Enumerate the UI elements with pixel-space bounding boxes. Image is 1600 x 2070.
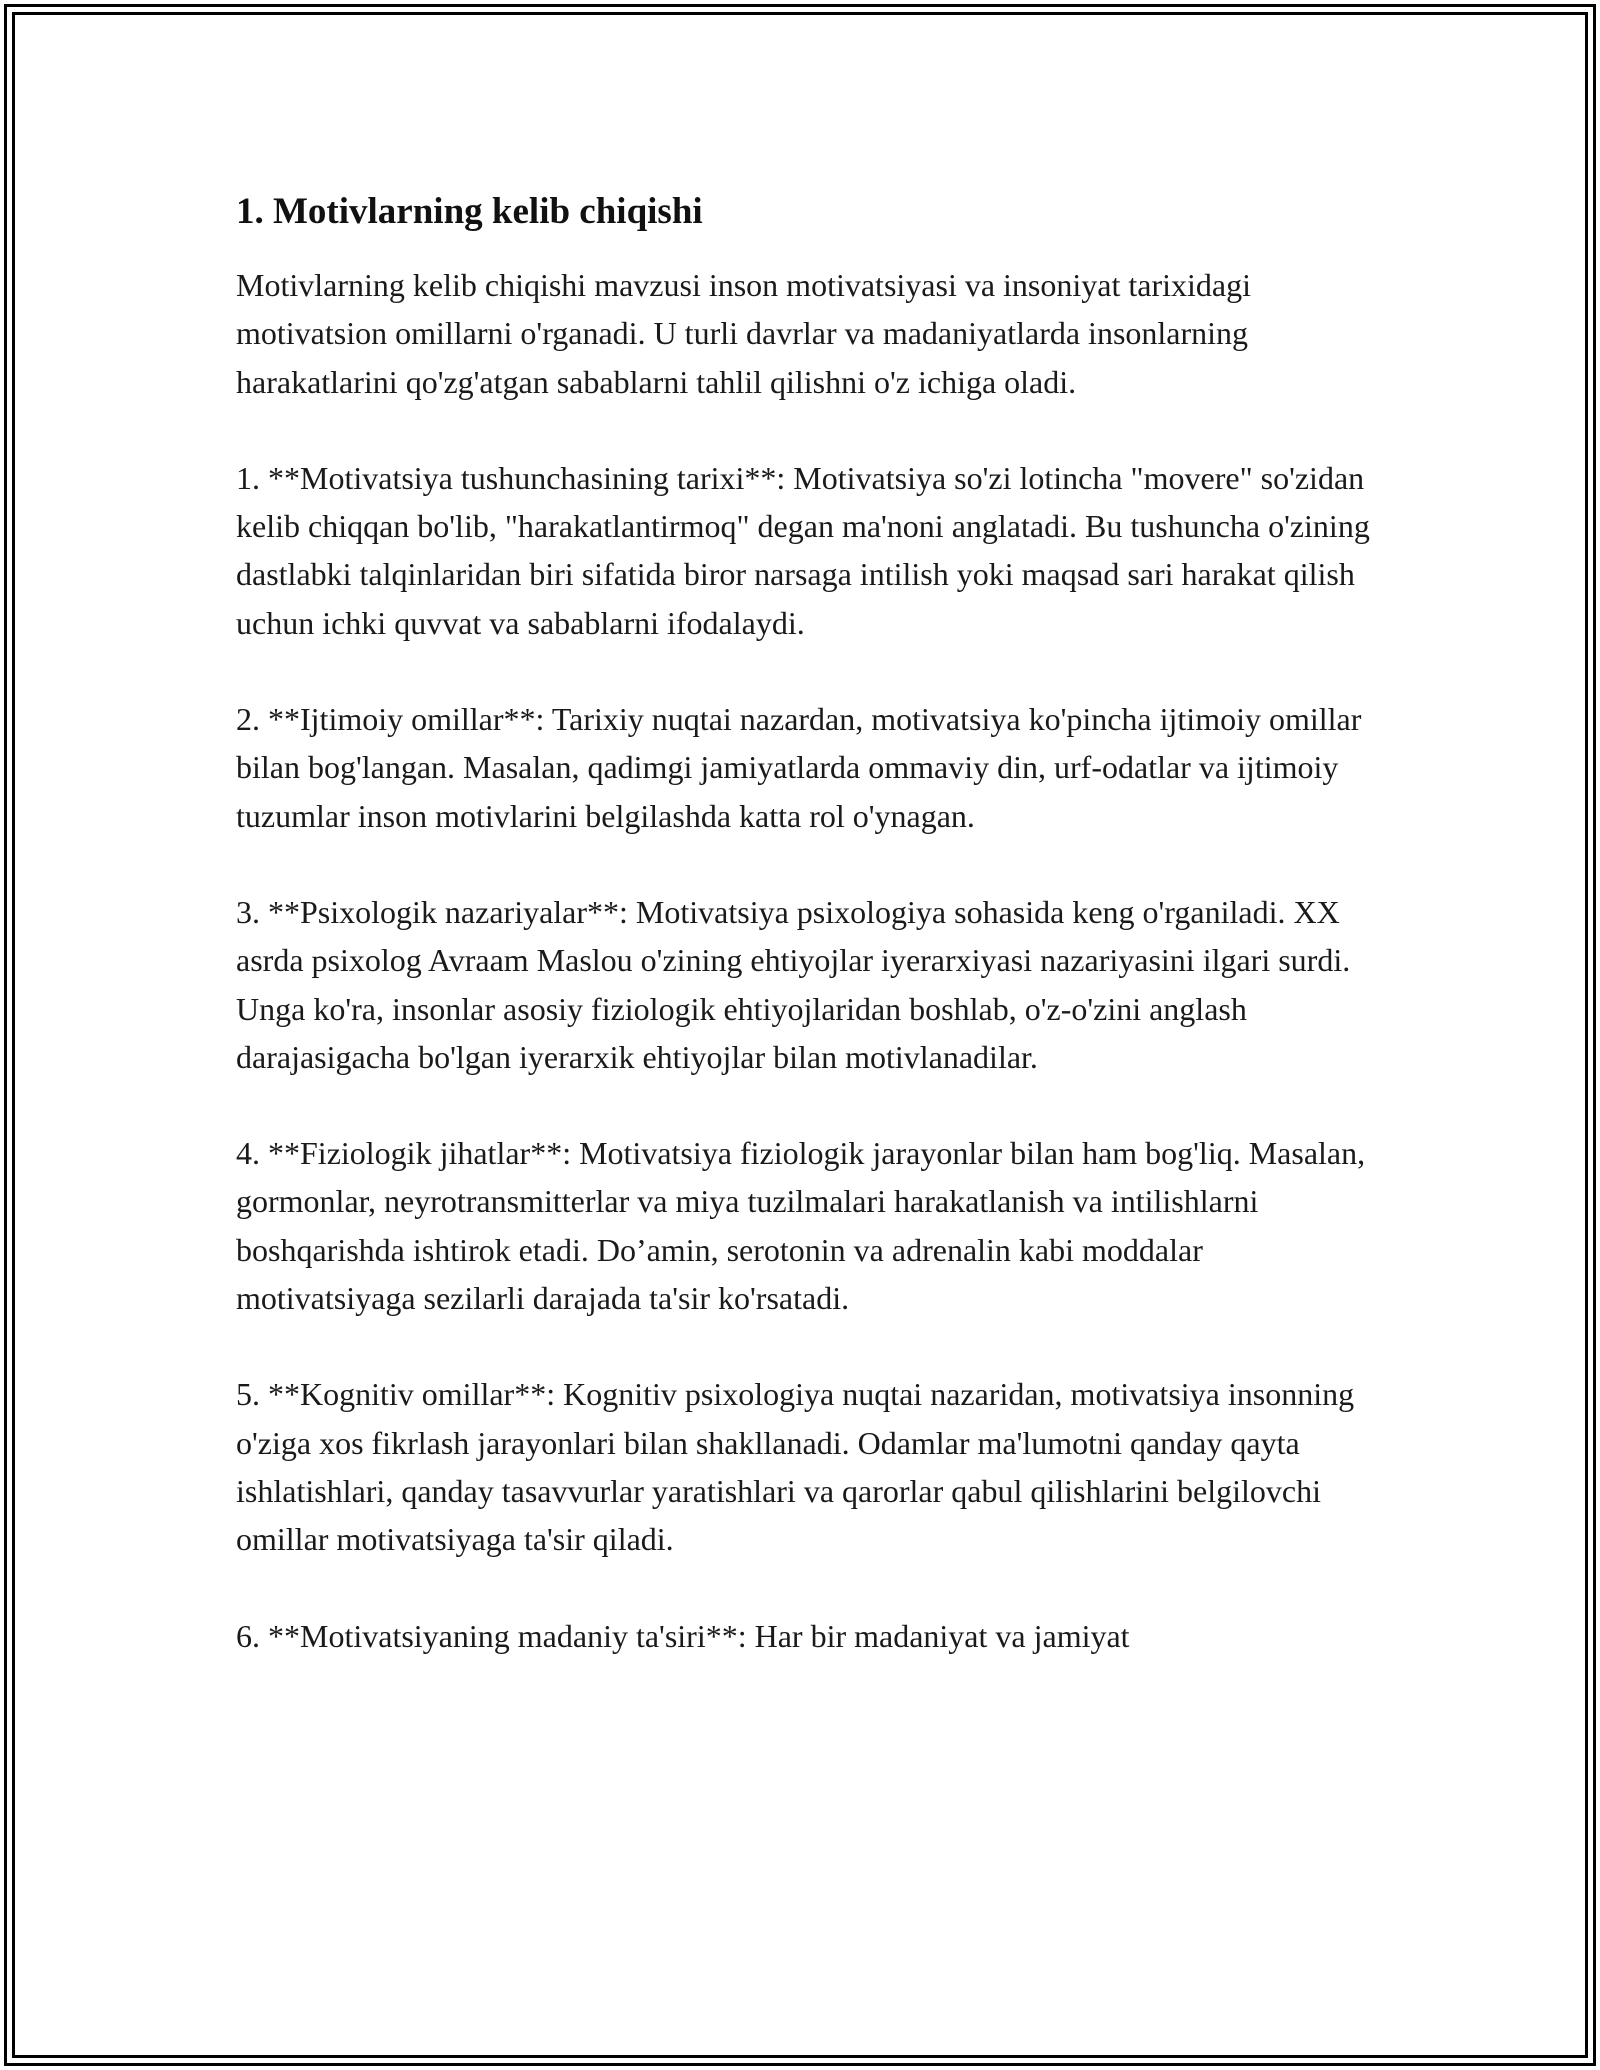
point-5-paragraph: 5. **Kognitiv omillar**: Kognitiv psixologiya nuqtai nazaridan, motivatsiya insonning o'ziga xos fikrlash jarayonlari bilan shakllanadi. Odamlar ma'lumotni qanday qayta ishlatishlari, qanday tasavvurlar yaratishlari va qarorlar qabul qilishlarini belgilovchi omillar motivatsiyaga ta'sir qiladi. <box>236 1376 1355 1558</box>
point-6-paragraph: 6. **Motivatsiyaning madaniy ta'siri**: Har bir madaniyat va jamiyat <box>236 1617 1130 1654</box>
document-body <box>236 188 1381 1708</box>
intro-paragraph: Motivlarning kelib chiqishi mavzusi inson motivatsiyasi va insoniyat tarixidagi motivatsion omillarni o'rganadi. U turli davrlar va madaniyatlarda insonlarning harakatlarini qo'zg'atgan sabablarni tahlil qilishni o'z ichiga oladi. <box>236 267 1251 400</box>
point-1-paragraph: 1. **Motivatsiya tushunchasining tarixi**: Motivatsiya so'zi lotincha "movere" so'zidan kelib chiqqan bo'lib, "harakatlantirmoq" degan ma'noni anglatadi. Bu tushuncha o'zining dastlabki talqinlaridan biri sifatida biror narsaga intilish yoki maqsad sari harakat qilish uchun ichki quvvat va sabablarni ifodalaydi. <box>236 459 1370 641</box>
point-4-paragraph: 4. **Fiziologik jihatlar**: Motivatsiya fiziologik jarayonlar bilan ham bog'liq. Masalan, gormonlar, neyrotransmitterlar va miya tuzilmalari harakatlanish va intilishlarni boshqarishda ishtirok etadi. Do’amin, serotonin va adrenalin kabi moddalar motivatsiyaga sezilarli darajada ta'sir ko'rsatadi. <box>236 1135 1366 1317</box>
section-heading: 1. Motivlarning kelib chiqishi <box>236 191 703 232</box>
point-2-paragraph: 2. **Ijtimoiy omillar**: Tarixiy nuqtai nazardan, motivatsiya ko'pincha ijtimoiy omillar bilan bog'langan. Masalan, qadimgi jamiyatlarda ommaviy din, urf-odatlar va ijtimoiy tuzumlar inson motivlarini belgilashda katta rol o'ynagan. <box>236 701 1362 834</box>
point-3-paragraph: 3. **Psixologik nazariyalar**: Motivatsiya psixologiya sohasida keng o'rganiladi. XX asrda psixolog Avraam Maslou o'zining ehtiyojlar iyerarxiyasi nazariyasini ilgari surdi. Unga ko'ra, insonlar asosiy fiziologik ehtiyojlaridan boshlab, o'z-o'zini anglash darajasigacha bo'lgan iyerarxik ehtiyojlar bilan motivlanadilar. <box>236 893 1351 1075</box>
